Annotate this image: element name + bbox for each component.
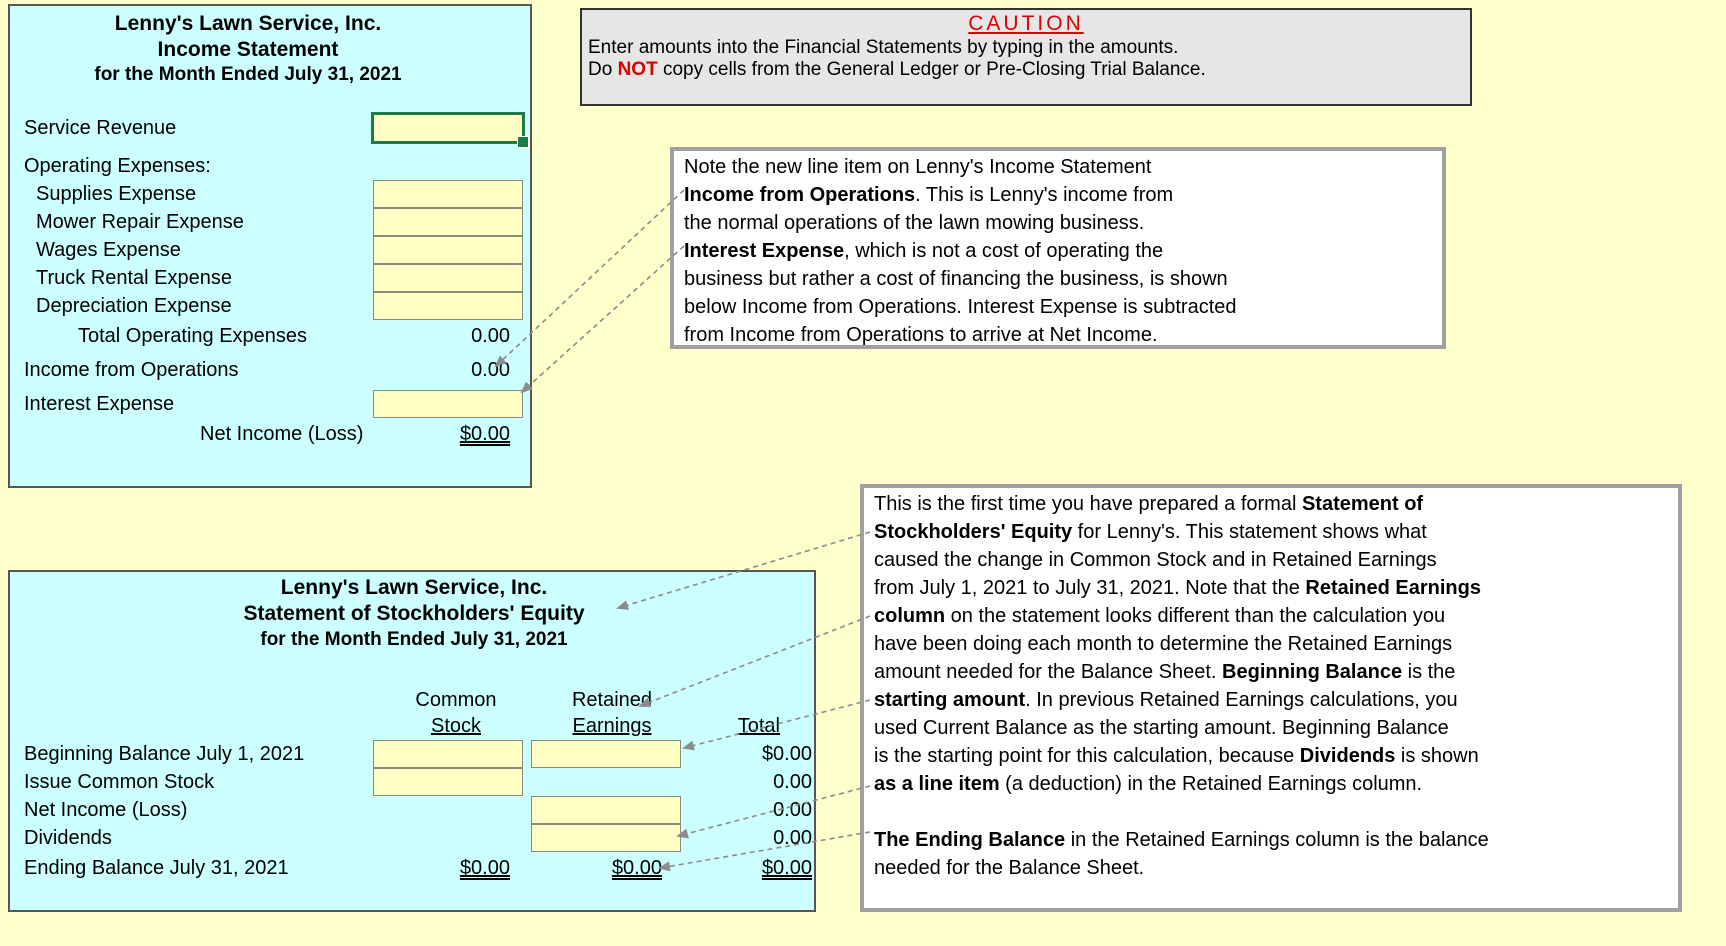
truck-rental-expense-input[interactable] (373, 264, 523, 292)
service-revenue-label: Service Revenue (24, 117, 177, 139)
stockholders-equity-panel (8, 570, 816, 912)
wages-expense-label: Wages Expense (36, 239, 181, 261)
caution-box (580, 8, 1472, 106)
ending-common-stock-value: $0.00 (459, 857, 510, 879)
issue-common-stock-input[interactable] (373, 768, 523, 796)
income-from-operations-label: Income from Operations (24, 359, 239, 381)
col-total-header: Total (737, 715, 780, 737)
beginning-common-stock-input[interactable] (373, 740, 523, 768)
note2-line-3: caused the change in Common Stock and in Retained Earnings (874, 549, 1437, 571)
mower-repair-expense-input[interactable] (373, 208, 523, 236)
ending-retained-earnings-value: $0.00 (611, 857, 662, 879)
note1-line-5: business but rather a cost of financing the business, is shown (684, 268, 1228, 290)
income-from-operations-note (670, 147, 1446, 349)
note2-line-12: The Ending Balance in the Retained Earnings column is the balance (874, 829, 1489, 851)
income-from-operations-value: 0.00 (471, 359, 510, 381)
equity-statement-title: Statement of Stockholders' Equity (243, 602, 585, 625)
truck-rental-expense-label: Truck Rental Expense (36, 267, 233, 289)
note2-line-2: Stockholders' Equity for Lenny's. This statement shows what (874, 521, 1427, 543)
note2-line-6: have been doing each month to determine the Retained Earnings (874, 633, 1453, 655)
note1-line-7: from Income from Operations to arrive at Net Income. (684, 324, 1158, 346)
ending-balance-label: Ending Balance July 31, 2021 (24, 857, 289, 879)
mower-repair-expense-label: Mower Repair Expense (36, 211, 244, 233)
service-revenue-input[interactable] (371, 112, 525, 144)
total-operating-expenses-label: Total Operating Expenses (78, 325, 308, 347)
equity-net-income-label: Net Income (Loss) (24, 799, 188, 821)
interest-expense-label: Interest Expense (24, 393, 175, 415)
caution-line-2-pre: Do (588, 59, 618, 80)
note1-line-3: the normal operations of the lawn mowing business. (684, 212, 1145, 234)
operating-expenses-label: Operating Expenses: (24, 155, 211, 177)
caution-line-2-post: copy cells from the General Ledger or Pre-Closing Trial Balance. (657, 59, 1206, 80)
income-period: for the Month Ended July 31, 2021 (94, 64, 402, 85)
note2-line-7: amount needed for the Balance Sheet. Beginning Balance is the (874, 661, 1456, 683)
dividends-total: 0.00 (773, 827, 812, 849)
note2-spacer (874, 798, 1668, 826)
net-income-total: 0.00 (773, 799, 812, 821)
beginning-retained-earnings-input[interactable] (531, 740, 681, 768)
note2-line-5: column on the statement looks different than the calculation you (874, 605, 1446, 627)
income-company-name: Lenny's Lawn Service, Inc. (114, 12, 382, 35)
col-retained-header-1: Retained (571, 689, 653, 711)
note1-line-4: Interest Expense, which is not a cost of operating the (684, 240, 1164, 262)
note2-line-13: needed for the Balance Sheet. (874, 857, 1145, 879)
net-income-retained-input[interactable] (531, 796, 681, 824)
income-statement-panel (8, 4, 532, 488)
dividends-retained-input[interactable] (531, 824, 681, 852)
caution-line-2 (588, 59, 1206, 81)
note1-line-2: Income from Operations. This is Lenny's income from (684, 184, 1174, 206)
note1-line-6: below Income from Operations. Interest Expense is subtracted (684, 296, 1237, 318)
net-income-value: $0.00 (459, 423, 510, 445)
supplies-expense-input[interactable] (373, 180, 523, 208)
caution-title: CAUTION (968, 12, 1084, 35)
note2-line-8: starting amount. In previous Retained Earnings calculations, you (874, 689, 1458, 711)
note2-line-1: This is the first time you have prepared a formal Statement of (874, 493, 1424, 515)
issue-common-stock-total: 0.00 (773, 771, 812, 793)
interest-expense-input[interactable] (373, 390, 523, 418)
equity-period: for the Month Ended July 31, 2021 (260, 629, 568, 650)
note2-line-9: used Current Balance as the starting amount. Beginning Balance (874, 717, 1449, 739)
total-operating-expenses-value: 0.00 (471, 325, 510, 347)
note1-line-1: Note the new line item on Lenny's Income Statement (684, 156, 1152, 178)
depreciation-expense-input[interactable] (373, 292, 523, 320)
beginning-balance-label: Beginning Balance July 1, 2021 (24, 743, 305, 765)
col-retained-header-2: Earnings (572, 715, 652, 737)
dividends-label: Dividends (24, 827, 112, 849)
issue-common-stock-label: Issue Common Stock (24, 771, 215, 793)
note2-line-4: from July 1, 2021 to July 31, 2021. Note that the Retained Earnings (874, 577, 1481, 599)
arrow-to-interest-expense (522, 246, 684, 392)
col-common-header-1: Common (415, 689, 497, 711)
income-statement-title: Income Statement (157, 38, 339, 61)
caution-not-emphasis: NOT (617, 59, 658, 80)
note2-line-11: as a line item (a deduction) in the Retained Earnings column. (874, 773, 1423, 795)
supplies-expense-label: Supplies Expense (36, 183, 197, 205)
equity-company-name: Lenny's Lawn Service, Inc. (280, 576, 548, 599)
net-income-label: Net Income (Loss) (200, 423, 364, 445)
depreciation-expense-label: Depreciation Expense (36, 295, 232, 317)
col-common-header-2: Stock (430, 715, 482, 737)
caution-line-1: Enter amounts into the Financial Statements by typing in the amounts. (588, 37, 1179, 58)
wages-expense-input[interactable] (373, 236, 523, 264)
note2-line-10: is the starting point for this calculation, because Dividends is shown (874, 745, 1479, 767)
beginning-total-value: $0.00 (761, 743, 812, 765)
ending-total-value: $0.00 (761, 857, 812, 879)
stockholders-equity-note (860, 484, 1682, 912)
